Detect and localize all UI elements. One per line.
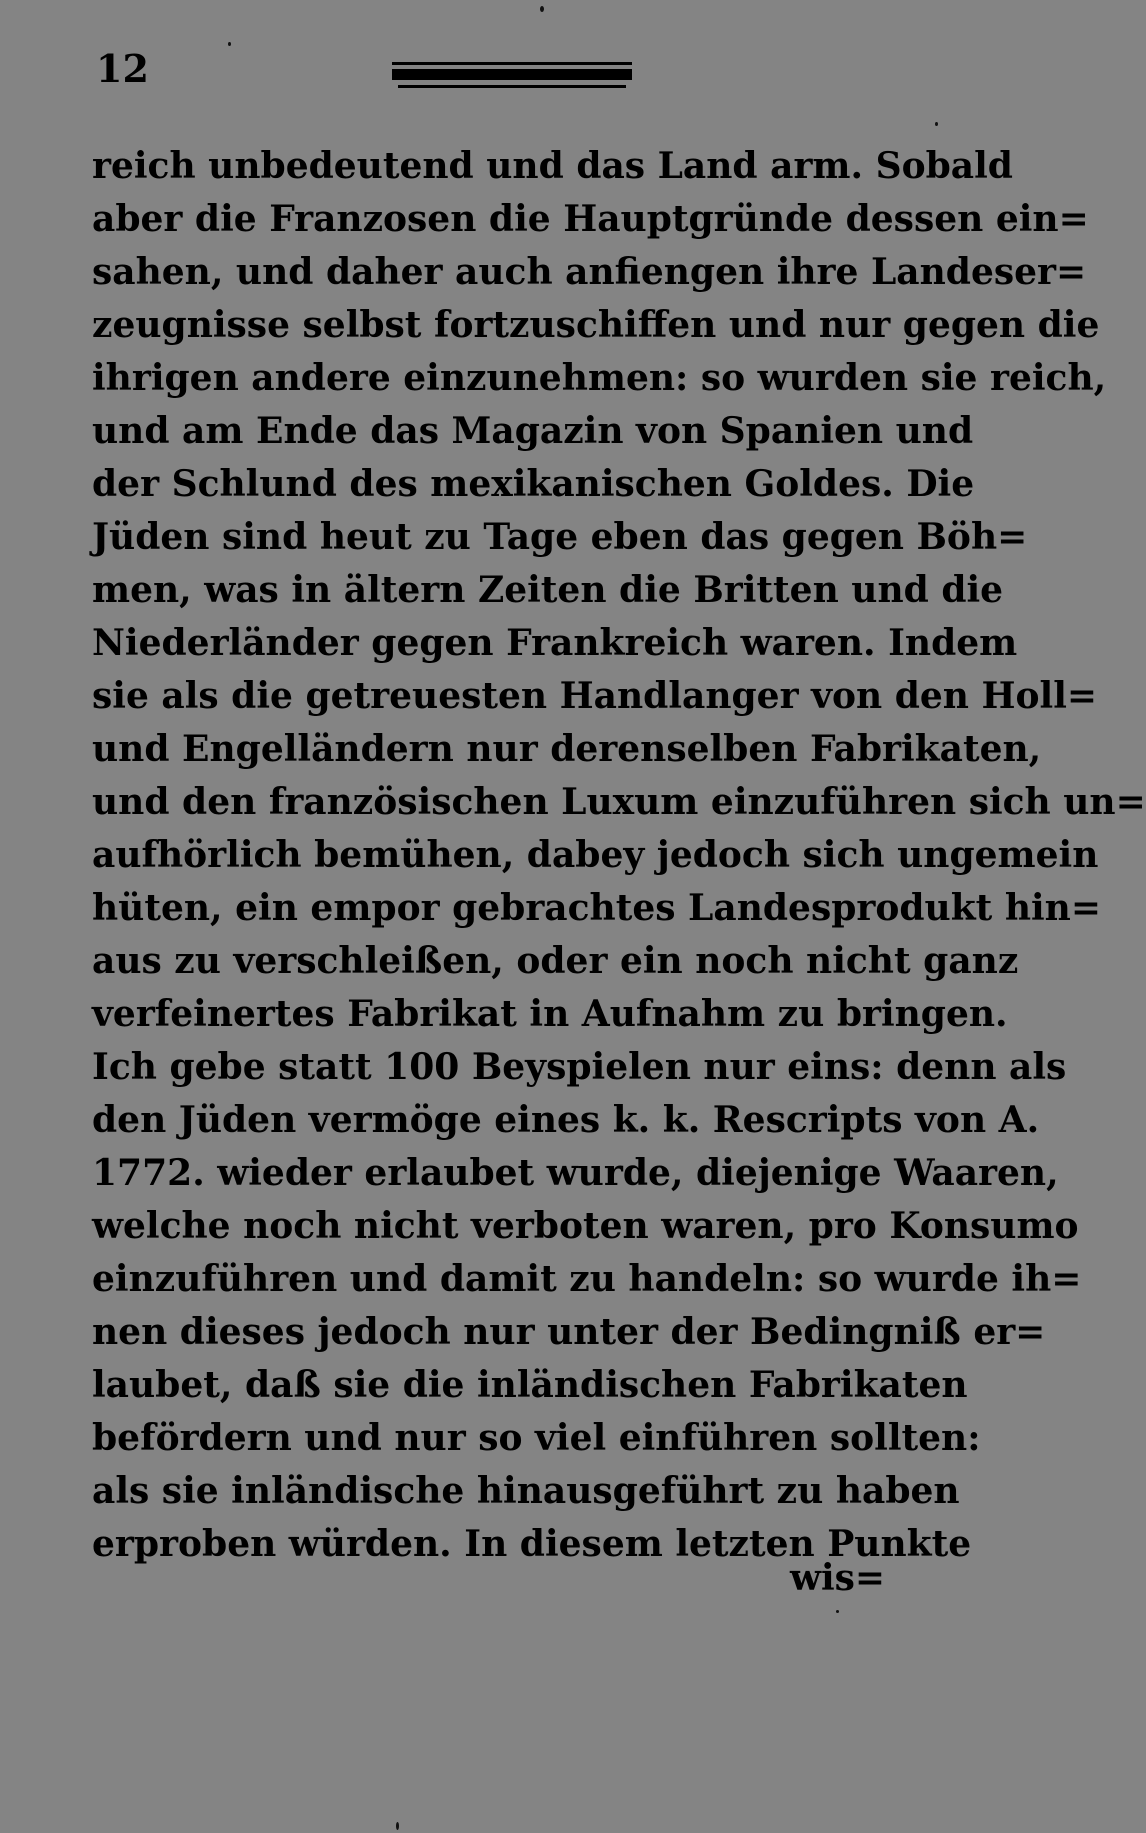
text-line: und am Ende das Magazin von Spanien und	[92, 410, 974, 452]
text-line: einzuführen und damit zu handeln: so wurde ih=	[92, 1258, 1082, 1300]
text-line: men, was in ältern Zeiten die Britten und die	[92, 569, 1004, 611]
text-line: verfeinertes Fabrikat in Aufnahm zu bringen.	[92, 993, 1008, 1035]
scan-speck	[540, 6, 544, 12]
text-line: welche noch nicht verboten waren, pro Konsumo	[92, 1205, 1079, 1247]
catchword: wis=	[790, 1557, 886, 1599]
text-line: aufhörlich bemühen, dabey jedoch sich ungemein	[92, 834, 1099, 876]
scan-speck	[396, 1822, 399, 1830]
page-number: 12	[96, 46, 149, 91]
text-line: sie als die getreuesten Handlanger von den Holl=	[92, 675, 1098, 717]
text-line: Niederländer gegen Frankreich waren. Indem	[92, 622, 1018, 664]
text-line: nen dieses jedoch nur unter der Bedingniß er=	[92, 1311, 1046, 1353]
text-line: 1772. wieder erlaubet wurde, diejenige Waaren,	[92, 1152, 1059, 1194]
text-line: erproben würden. In diesem letzten Punkte	[92, 1523, 972, 1565]
text-line: der Schlund des mexikanischen Goldes. Die	[92, 463, 975, 505]
text-line: Jüden sind heut zu Tage eben das gegen Böh=	[92, 516, 1028, 558]
text-line: aus zu verschleißen, oder ein noch nicht ganz	[92, 940, 1019, 982]
text-line: ihrigen andere einzunehmen: so wurden sie reich,	[92, 357, 1107, 399]
header-ornament-rule	[392, 62, 632, 92]
text-line: und den französischen Luxum einzuführen sich un=	[92, 781, 1146, 823]
text-line: als sie inländische hinausgeführt zu haben	[92, 1470, 960, 1512]
text-line: aber die Franzosen die Hauptgründe dessen ein=	[92, 198, 1089, 240]
text-line: reich unbedeutend und das Land arm. Sobald	[92, 145, 1013, 187]
text-line: zeugnisse selbst fortzuschiffen und nur gegen die	[92, 304, 1100, 346]
scan-speck	[836, 1610, 839, 1613]
body-text	[92, 140, 1146, 1571]
scan-speck	[935, 122, 938, 126]
text-line: sahen, und daher auch anfiengen ihre Landeser=	[92, 251, 1087, 293]
text-line: laubet, daß sie die inländischen Fabrikaten	[92, 1364, 968, 1406]
ornament-thin-rule-bottom	[398, 85, 626, 88]
scan-speck	[228, 42, 231, 46]
text-line: Ich gebe statt 100 Beyspielen nur eins: denn als	[92, 1046, 1067, 1088]
text-line: hüten, ein empor gebrachtes Landesprodukt hin=	[92, 887, 1102, 929]
text-line: und Engelländern nur derenselben Fabrikaten,	[92, 728, 1042, 770]
ornament-thick-rule	[392, 69, 632, 80]
ornament-thin-rule-top	[392, 62, 632, 65]
text-line: befördern und nur so viel einführen sollten:	[92, 1417, 981, 1459]
text-line: den Jüden vermöge eines k. k. Rescripts von A.	[92, 1099, 1040, 1141]
